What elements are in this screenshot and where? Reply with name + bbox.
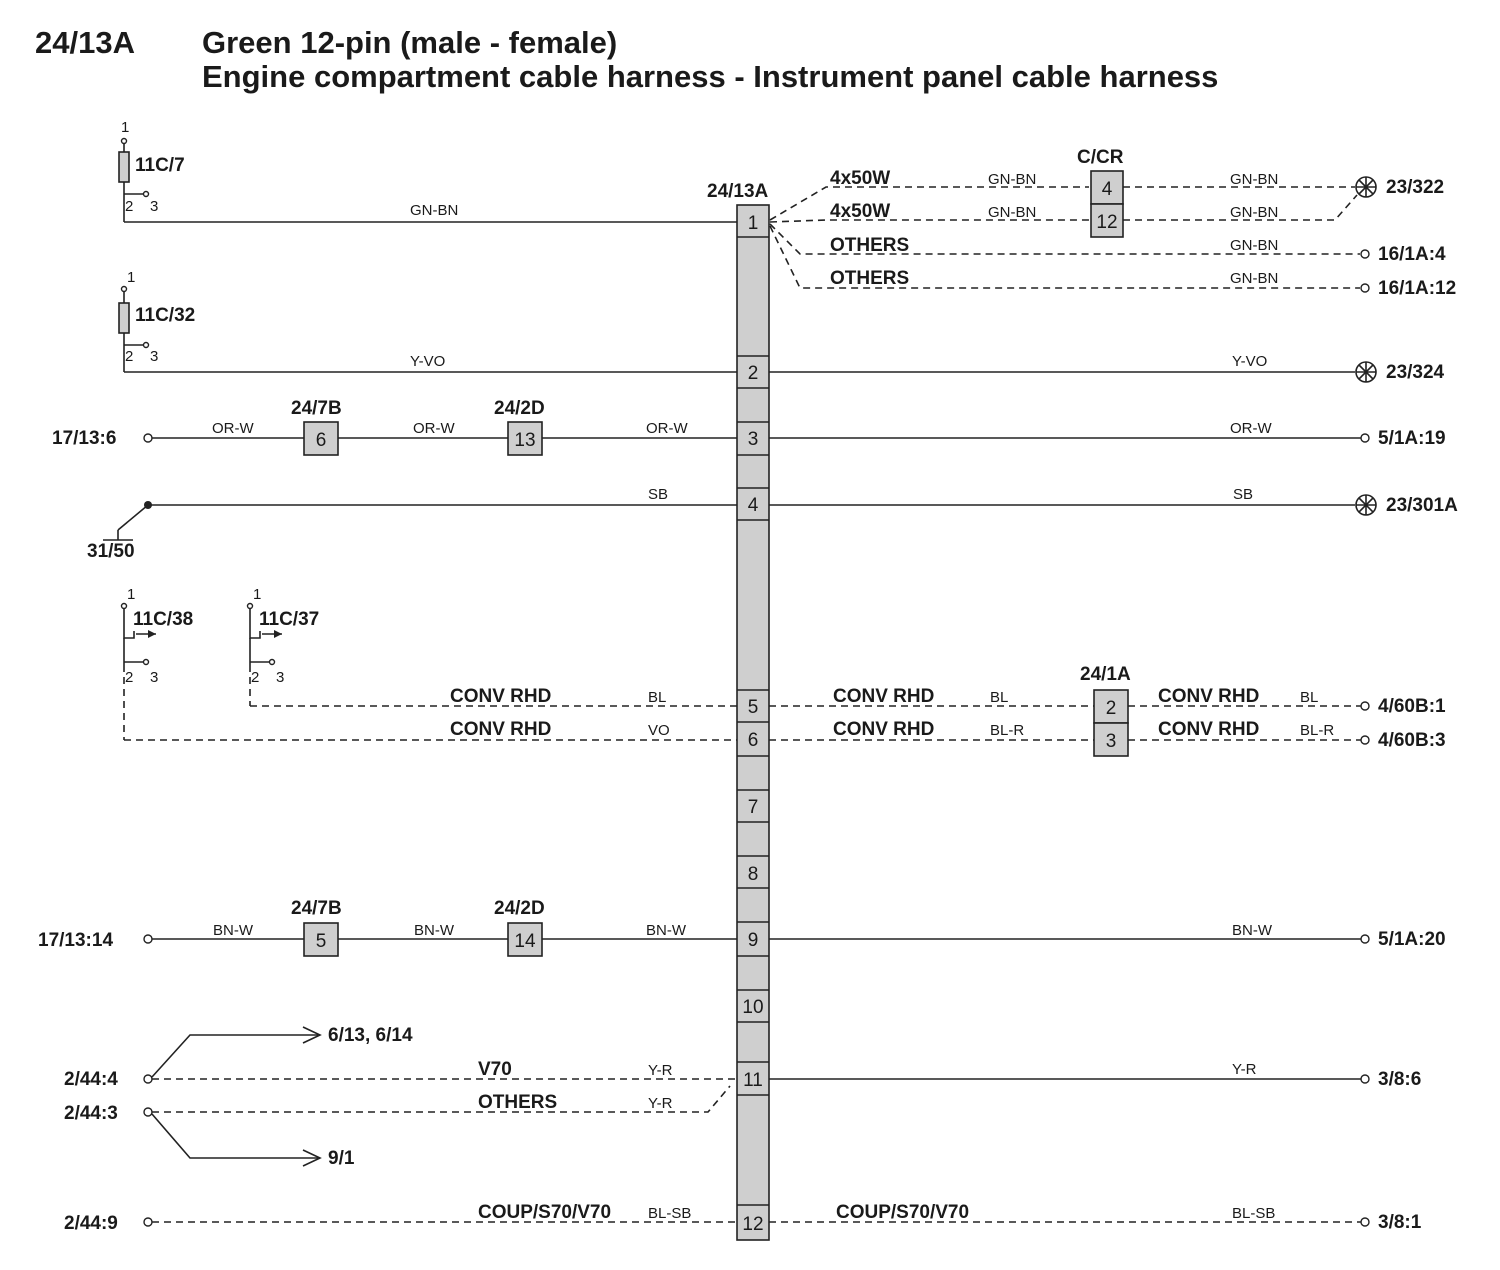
pin-4: 4 [747, 495, 759, 516]
svg-text:BL-SB: BL-SB [1232, 1205, 1276, 1222]
pin-12: 12 [742, 1214, 764, 1235]
svg-text:12: 12 [1096, 212, 1118, 233]
svg-text:2/44:3: 2/44:3 [64, 1103, 118, 1124]
pins5-6-right-circuits [769, 664, 1446, 756]
svg-text:CONV RHD: CONV RHD [450, 719, 552, 740]
svg-text:16/1A:4: 16/1A:4 [1378, 244, 1446, 265]
svg-text:14: 14 [514, 931, 536, 952]
svg-text:16/1A:12: 16/1A:12 [1378, 278, 1457, 299]
svg-text:Y-R: Y-R [648, 1095, 673, 1112]
svg-text:BL: BL [648, 689, 667, 706]
svg-text:3: 3 [1105, 731, 1117, 752]
svg-text:Y-VO: Y-VO [410, 353, 446, 370]
svg-text:GN-BN: GN-BN [1230, 237, 1279, 254]
svg-text:23/301A: 23/301A [1386, 495, 1458, 516]
svg-text:2: 2 [1105, 698, 1117, 719]
svg-text:1: 1 [253, 586, 262, 603]
svg-text:BL-R: BL-R [990, 722, 1025, 739]
svg-text:5/1A:20: 5/1A:20 [1378, 929, 1446, 950]
svg-text:4x50W: 4x50W [830, 168, 891, 189]
svg-text:SB: SB [1233, 486, 1254, 503]
title-line-2: Engine compartment cable harness - Instrument panel cable harness [202, 59, 1219, 94]
svg-text:BN-W: BN-W [414, 922, 454, 939]
svg-text:24/2D: 24/2D [494, 398, 545, 419]
pin-5: 5 [747, 697, 759, 718]
pin-7: 7 [747, 797, 759, 818]
pin-1: 1 [747, 213, 759, 234]
svg-text:OR-W: OR-W [212, 420, 254, 437]
svg-text:23/322: 23/322 [1386, 177, 1445, 198]
connector-label: 24/13A [707, 181, 769, 202]
svg-text:31/50: 31/50 [87, 541, 135, 562]
svg-text:GN-BN: GN-BN [988, 204, 1037, 221]
svg-text:BN-W: BN-W [213, 922, 253, 939]
svg-text:BL: BL [990, 689, 1009, 706]
ccr-label: C/CR [1077, 147, 1124, 168]
svg-text:GN-BN: GN-BN [988, 171, 1037, 188]
svg-text:SB: SB [648, 486, 669, 503]
pin-2: 2 [747, 363, 759, 384]
pin-3: 3 [747, 429, 759, 450]
relay-11c38-label: 11C/38 [133, 609, 194, 630]
svg-text:BL-SB: BL-SB [648, 1205, 692, 1222]
pin-9: 9 [747, 930, 759, 951]
svg-text:3: 3 [150, 669, 159, 686]
splice-23-324-icon [1356, 362, 1376, 382]
title-line-1: Green 12-pin (male - female) [202, 25, 618, 60]
svg-text:OTHERS: OTHERS [830, 268, 910, 289]
svg-text:2: 2 [125, 348, 134, 365]
svg-text:1: 1 [127, 269, 136, 286]
svg-text:CONV RHD: CONV RHD [833, 719, 935, 740]
relay-11c38-circuit [122, 586, 738, 740]
pin4-ground-circuit [87, 486, 1458, 562]
pin-10: 10 [742, 997, 764, 1018]
svg-text:CONV RHD: CONV RHD [1158, 686, 1260, 707]
fuse-icon [119, 152, 129, 182]
pin-6: 6 [747, 730, 759, 751]
svg-text:2: 2 [125, 198, 134, 215]
svg-text:OTHERS: OTHERS [478, 1092, 558, 1113]
svg-text:1: 1 [127, 586, 136, 603]
fuse-11c7-label: 11C/7 [135, 155, 185, 176]
splice-23-322-icon [1356, 177, 1376, 197]
svg-text:9/1: 9/1 [328, 1148, 355, 1169]
svg-text:5: 5 [315, 931, 327, 952]
svg-text:5/1A:19: 5/1A:19 [1378, 428, 1446, 449]
svg-text:GN-BN: GN-BN [1230, 270, 1279, 287]
pin-11: 11 [743, 1070, 763, 1091]
pin1-right-circuits [770, 147, 1456, 299]
svg-text:CONV RHD: CONV RHD [1158, 719, 1260, 740]
svg-text:BN-W: BN-W [646, 922, 686, 939]
svg-text:24/7B: 24/7B [291, 898, 342, 919]
svg-text:GN-BN: GN-BN [1230, 171, 1279, 188]
svg-text:3: 3 [150, 348, 159, 365]
svg-text:23/324: 23/324 [1386, 362, 1445, 383]
svg-text:GN-BN: GN-BN [1230, 204, 1279, 221]
svg-text:3: 3 [150, 198, 159, 215]
svg-text:2: 2 [251, 669, 260, 686]
svg-text:6/13, 6/14: 6/13, 6/14 [328, 1025, 413, 1046]
svg-text:BL-R: BL-R [1300, 722, 1335, 739]
svg-text:2/44:9: 2/44:9 [64, 1213, 118, 1234]
svg-text:VO: VO [648, 722, 670, 739]
svg-text:24/7B: 24/7B [291, 398, 342, 419]
svg-text:4/60B:3: 4/60B:3 [1378, 730, 1446, 751]
pins5-6-left-labels [450, 686, 670, 740]
svg-text:V70: V70 [478, 1059, 512, 1080]
svg-text:17/13:6: 17/13:6 [52, 428, 117, 449]
svg-text:3/8:1: 3/8:1 [1378, 1212, 1422, 1233]
svg-text:OTHERS: OTHERS [830, 235, 910, 256]
fuse-icon [119, 303, 129, 333]
svg-text:BN-W: BN-W [1232, 922, 1272, 939]
svg-text:13: 13 [514, 430, 536, 451]
svg-text:3/8:6: 3/8:6 [1378, 1069, 1422, 1090]
svg-text:Y-R: Y-R [648, 1062, 673, 1079]
svg-text:3: 3 [276, 669, 285, 686]
svg-text:COUP/S70/V70: COUP/S70/V70 [478, 1202, 612, 1223]
svg-text:CONV RHD: CONV RHD [450, 686, 552, 707]
diagram-code: 24/13A [35, 25, 135, 60]
svg-text:6: 6 [315, 430, 327, 451]
fuse-11c7-circuit [119, 119, 737, 222]
svg-text:OR-W: OR-W [413, 420, 455, 437]
svg-text:24/2D: 24/2D [494, 898, 545, 919]
svg-text:4: 4 [1101, 179, 1113, 200]
svg-text:Y-VO: Y-VO [1232, 353, 1268, 370]
svg-text:BL: BL [1300, 689, 1319, 706]
svg-text:CONV RHD: CONV RHD [833, 686, 935, 707]
svg-text:4/60B:1: 4/60B:1 [1378, 696, 1446, 717]
svg-text:2: 2 [125, 669, 134, 686]
svg-text:1: 1 [121, 119, 130, 136]
svg-text:GN-BN: GN-BN [410, 202, 459, 219]
fuse-11c32-label: 11C/32 [135, 305, 196, 326]
relay-11c37-label: 11C/37 [259, 609, 320, 630]
svg-text:Y-R: Y-R [1232, 1061, 1257, 1078]
svg-text:4x50W: 4x50W [830, 201, 891, 222]
svg-text:OR-W: OR-W [1230, 420, 1272, 437]
pin-8: 8 [747, 864, 759, 885]
svg-text:17/13:14: 17/13:14 [38, 930, 114, 951]
conn-24-1a-label: 24/1A [1080, 664, 1131, 685]
splice-23-301a-icon [1356, 495, 1376, 515]
svg-text:COUP/S70/V70: COUP/S70/V70 [836, 1202, 970, 1223]
svg-text:2/44:4: 2/44:4 [64, 1069, 118, 1090]
svg-text:OR-W: OR-W [646, 420, 688, 437]
